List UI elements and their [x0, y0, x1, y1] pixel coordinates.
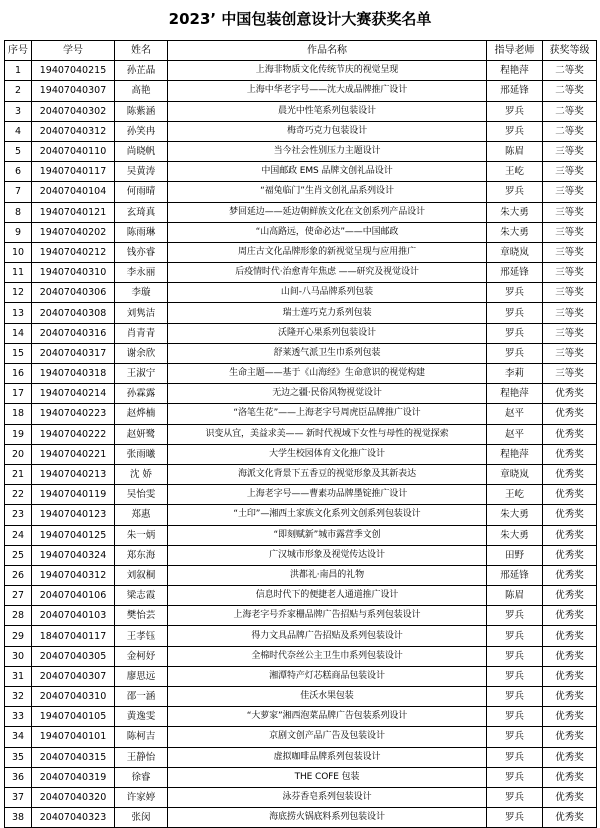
cell-name: 赵妍鹭 [115, 424, 168, 444]
table-row [5, 263, 597, 283]
cell-work-title: 京剧文创产品广告及包装设计 [168, 727, 487, 747]
cell-index: 27 [5, 586, 32, 606]
cell-student-id: 19407040215 [32, 61, 115, 81]
cell-work-title: 信息时代下的便捷老人通道推广设计 [168, 586, 487, 606]
table-row [5, 222, 597, 242]
cell-student-id: 19407040202 [32, 222, 115, 242]
cell-student-id: 20407040312 [32, 121, 115, 141]
cell-work-title: 舒莱透气派卫生巾系列包装 [168, 343, 487, 363]
cell-name: 张闵 [115, 808, 168, 828]
cell-advisor: 罗兵 [487, 787, 543, 807]
cell-name: 孙芷晶 [115, 61, 168, 81]
cell-advisor: 罗兵 [487, 101, 543, 121]
cell-work-title: 识变从宜，美益求美—— 新时代视域下女性与母性的视觉探索 [168, 424, 487, 444]
cell-name: 钱亦睿 [115, 242, 168, 262]
cell-work-title: 全棉时代奈丝公主卫生巾系列包装设计 [168, 646, 487, 666]
cell-award-level: 三等奖 [543, 303, 597, 323]
cell-work-title: “山高路远，使命必达”——中国邮政 [168, 222, 487, 242]
header-advisor: 指导老师 [487, 41, 543, 61]
cell-name: 刘隽洁 [115, 303, 168, 323]
cell-work-title: 广汉城市形象及视觉传达设计 [168, 545, 487, 565]
cell-index: 15 [5, 343, 32, 363]
cell-work-title: 上海中华老字号——沈大成品牌推广设计 [168, 81, 487, 101]
cell-work-title: 海底捞火锅底料系列包装设计 [168, 808, 487, 828]
cell-advisor: 朱大勇 [487, 202, 543, 222]
cell-advisor: 邢延锋 [487, 81, 543, 101]
cell-student-id: 20407040110 [32, 141, 115, 161]
table-row [5, 81, 597, 101]
cell-index: 23 [5, 505, 32, 525]
cell-award-level: 三等奖 [543, 263, 597, 283]
table-row [5, 424, 597, 444]
cell-award-level: 优秀奖 [543, 707, 597, 727]
cell-index: 14 [5, 323, 32, 343]
table-row [5, 202, 597, 222]
cell-name: 许家婷 [115, 787, 168, 807]
cell-name: 吴怡雯 [115, 485, 168, 505]
header-index: 序号 [5, 41, 32, 61]
cell-index: 22 [5, 485, 32, 505]
cell-name: 肖青青 [115, 323, 168, 343]
cell-advisor: 朱大勇 [487, 505, 543, 525]
cell-student-id: 19407040318 [32, 364, 115, 384]
cell-advisor: 罗兵 [487, 666, 543, 686]
cell-student-id: 20407040316 [32, 323, 115, 343]
cell-advisor: 陈眉 [487, 141, 543, 161]
cell-work-title: “洛笔生花”——上海老字号周虎臣品牌推广设计 [168, 404, 487, 424]
table-row [5, 283, 597, 303]
cell-advisor: 李莉 [487, 364, 543, 384]
header-work-title: 作品名称 [168, 41, 487, 61]
cell-student-id: 19407040214 [32, 384, 115, 404]
cell-index: 21 [5, 464, 32, 484]
cell-index: 28 [5, 606, 32, 626]
table-row [5, 586, 597, 606]
table-row [5, 606, 597, 626]
cell-advisor: 邢延锋 [487, 565, 543, 585]
cell-index: 33 [5, 707, 32, 727]
cell-work-title: “福兔临门”生肖文创礼品系列设计 [168, 182, 487, 202]
cell-student-id: 19407040121 [32, 202, 115, 222]
cell-student-id: 19407040125 [32, 525, 115, 545]
cell-award-level: 三等奖 [543, 343, 597, 363]
cell-work-title: 上海老字号——曹素功品牌墨锭推广设计 [168, 485, 487, 505]
cell-student-id: 19407040223 [32, 404, 115, 424]
table-row [5, 101, 597, 121]
cell-index: 38 [5, 808, 32, 828]
cell-work-title: 梦回延边——延边朝鲜族文化在文创系列产品设计 [168, 202, 487, 222]
table-body [5, 61, 597, 828]
table-row [5, 141, 597, 161]
table-row [5, 687, 597, 707]
cell-award-level: 优秀奖 [543, 464, 597, 484]
cell-award-level: 优秀奖 [543, 808, 597, 828]
cell-index: 3 [5, 101, 32, 121]
cell-index: 25 [5, 545, 32, 565]
cell-award-level: 三等奖 [543, 283, 597, 303]
cell-student-id: 19407040101 [32, 727, 115, 747]
table-row [5, 808, 597, 828]
cell-advisor: 章晓岚 [487, 242, 543, 262]
cell-award-level: 优秀奖 [543, 565, 597, 585]
cell-name: 朱一炳 [115, 525, 168, 545]
cell-name: 尚晓帆 [115, 141, 168, 161]
cell-student-id: 19407040212 [32, 242, 115, 262]
cell-index: 34 [5, 727, 32, 747]
cell-award-level: 优秀奖 [543, 384, 597, 404]
cell-work-title: 周庄古文化品牌形象的新视觉呈现与应用推广 [168, 242, 487, 262]
cell-work-title: “土印”—湘西土家族文化系列文创系列包装设计 [168, 505, 487, 525]
cell-name: 李璇 [115, 283, 168, 303]
cell-student-id: 19407040310 [32, 263, 115, 283]
cell-advisor: 朱大勇 [487, 222, 543, 242]
table-row [5, 323, 597, 343]
cell-work-title: 湘潭特产灯芯糕商品包装设计 [168, 666, 487, 686]
cell-award-level: 三等奖 [543, 364, 597, 384]
table-row [5, 121, 597, 141]
cell-index: 19 [5, 424, 32, 444]
cell-work-title: 上海非物质文化传统节庆的视觉呈现 [168, 61, 487, 81]
cell-name: 吴黄涛 [115, 162, 168, 182]
cell-name: 王淑宁 [115, 364, 168, 384]
cell-award-level: 优秀奖 [543, 687, 597, 707]
cell-advisor: 程艳萍 [487, 384, 543, 404]
cell-student-id: 20407040320 [32, 787, 115, 807]
cell-index: 9 [5, 222, 32, 242]
cell-work-title: 山间-八马品牌系列包装 [168, 283, 487, 303]
cell-work-title: 泳芬香皂系列包装设计 [168, 787, 487, 807]
table-row [5, 525, 597, 545]
table-row [5, 444, 597, 464]
cell-work-title: 海派文化背景下五香豆的视觉形象及其新表达 [168, 464, 487, 484]
cell-award-level: 三等奖 [543, 162, 597, 182]
cell-student-id: 19407040312 [32, 565, 115, 585]
table-row [5, 767, 597, 787]
cell-student-id: 19407040307 [32, 81, 115, 101]
cell-student-id: 20407040104 [32, 182, 115, 202]
cell-index: 6 [5, 162, 32, 182]
cell-work-title: “大萝家”湘西泡菜品牌广告包装系列设计 [168, 707, 487, 727]
cell-work-title: 梅奇巧克力包装设计 [168, 121, 487, 141]
cell-advisor: 罗兵 [487, 808, 543, 828]
award-table [4, 40, 597, 828]
cell-index: 18 [5, 404, 32, 424]
table-row [5, 707, 597, 727]
cell-award-level: 优秀奖 [543, 606, 597, 626]
cell-advisor: 罗兵 [487, 343, 543, 363]
cell-student-id: 20407040319 [32, 767, 115, 787]
cell-name: 赵烨楠 [115, 404, 168, 424]
cell-index: 37 [5, 787, 32, 807]
cell-award-level: 二等奖 [543, 121, 597, 141]
cell-student-id: 19407040105 [32, 707, 115, 727]
table-row [5, 162, 597, 182]
cell-advisor: 罗兵 [487, 606, 543, 626]
table-row [5, 242, 597, 262]
table-row [5, 182, 597, 202]
cell-name: 黄逸雯 [115, 707, 168, 727]
cell-work-title: 大学生校园体育文化推广设计 [168, 444, 487, 464]
cell-award-level: 优秀奖 [543, 666, 597, 686]
cell-advisor: 程艳萍 [487, 444, 543, 464]
cell-advisor: 罗兵 [487, 303, 543, 323]
cell-advisor: 王屹 [487, 162, 543, 182]
table-row [5, 464, 597, 484]
cell-index: 31 [5, 666, 32, 686]
cell-index: 4 [5, 121, 32, 141]
cell-index: 12 [5, 283, 32, 303]
table-row [5, 727, 597, 747]
table-header-row [5, 41, 597, 61]
cell-work-title: 洪都礼·南昌的礼物 [168, 565, 487, 585]
cell-index: 20 [5, 444, 32, 464]
table-row [5, 384, 597, 404]
cell-advisor: 罗兵 [487, 747, 543, 767]
cell-award-level: 优秀奖 [543, 747, 597, 767]
cell-work-title: 上海老字号乔家栅品牌广告招贴与系列包装设计 [168, 606, 487, 626]
cell-index: 16 [5, 364, 32, 384]
cell-index: 11 [5, 263, 32, 283]
cell-advisor: 罗兵 [487, 687, 543, 707]
cell-award-level: 二等奖 [543, 101, 597, 121]
cell-award-level: 优秀奖 [543, 586, 597, 606]
cell-award-level: 三等奖 [543, 242, 597, 262]
cell-award-level: 优秀奖 [543, 767, 597, 787]
cell-advisor: 田野 [487, 545, 543, 565]
page-title: 2023’ 中国包装创意设计大赛获奖名单 [168, 10, 432, 28]
cell-work-title: “即刻赋新”城市露营季文创 [168, 525, 487, 545]
cell-index: 7 [5, 182, 32, 202]
cell-student-id: 19407040324 [32, 545, 115, 565]
cell-award-level: 二等奖 [543, 81, 597, 101]
cell-index: 10 [5, 242, 32, 262]
cell-name: 李永丽 [115, 263, 168, 283]
cell-award-level: 三等奖 [543, 222, 597, 242]
cell-work-title: 生命主题——基于《山海经》生命意识的视觉构建 [168, 364, 487, 384]
cell-award-level: 优秀奖 [543, 727, 597, 747]
cell-index: 17 [5, 384, 32, 404]
cell-index: 35 [5, 747, 32, 767]
table-row [5, 303, 597, 323]
table-row [5, 747, 597, 767]
cell-name: 陈雨琳 [115, 222, 168, 242]
cell-index: 13 [5, 303, 32, 323]
cell-index: 32 [5, 687, 32, 707]
cell-index: 1 [5, 61, 32, 81]
cell-award-level: 三等奖 [543, 182, 597, 202]
cell-advisor: 罗兵 [487, 626, 543, 646]
table-row [5, 343, 597, 363]
cell-name: 陈紫涵 [115, 101, 168, 121]
cell-name: 谢余欣 [115, 343, 168, 363]
cell-name: 王孝钰 [115, 626, 168, 646]
cell-index: 5 [5, 141, 32, 161]
cell-advisor: 罗兵 [487, 323, 543, 343]
cell-award-level: 三等奖 [543, 141, 597, 161]
cell-student-id: 20407040308 [32, 303, 115, 323]
cell-student-id: 19407040117 [32, 162, 115, 182]
cell-work-title: 中国邮政 EMS 品牌文创礼品设计 [168, 162, 487, 182]
cell-advisor: 罗兵 [487, 646, 543, 666]
cell-name: 王静怡 [115, 747, 168, 767]
cell-work-title: 瑞士莲巧克力系列包装 [168, 303, 487, 323]
cell-student-id: 19407040119 [32, 485, 115, 505]
cell-name: 刘叙桐 [115, 565, 168, 585]
table-row [5, 626, 597, 646]
table-row [5, 364, 597, 384]
cell-student-id: 20407040306 [32, 283, 115, 303]
cell-award-level: 优秀奖 [543, 424, 597, 444]
cell-name: 郑惠 [115, 505, 168, 525]
table-row [5, 404, 597, 424]
cell-award-level: 优秀奖 [543, 646, 597, 666]
cell-advisor: 邢延锋 [487, 263, 543, 283]
cell-student-id: 19407040221 [32, 444, 115, 464]
cell-student-id: 20407040305 [32, 646, 115, 666]
cell-name: 陈柯吉 [115, 727, 168, 747]
cell-index: 36 [5, 767, 32, 787]
cell-advisor: 赵平 [487, 404, 543, 424]
cell-work-title: 当今社会性别压力主题设计 [168, 141, 487, 161]
cell-index: 24 [5, 525, 32, 545]
cell-award-level: 优秀奖 [543, 626, 597, 646]
cell-name: 郑东海 [115, 545, 168, 565]
table-row [5, 61, 597, 81]
cell-advisor: 罗兵 [487, 767, 543, 787]
cell-student-id: 19407040213 [32, 464, 115, 484]
cell-name: 孙霖露 [115, 384, 168, 404]
cell-index: 29 [5, 626, 32, 646]
cell-advisor: 罗兵 [487, 121, 543, 141]
cell-award-level: 优秀奖 [543, 525, 597, 545]
cell-work-title: 晨光中性笔系列包装设计 [168, 101, 487, 121]
cell-award-level: 二等奖 [543, 61, 597, 81]
cell-advisor: 罗兵 [487, 182, 543, 202]
cell-award-level: 优秀奖 [543, 404, 597, 424]
cell-work-title: 得力文具品牌广告招贴及系列包装设计 [168, 626, 487, 646]
cell-student-id: 20407040323 [32, 808, 115, 828]
cell-name: 何雨晴 [115, 182, 168, 202]
cell-award-level: 优秀奖 [543, 444, 597, 464]
cell-student-id: 20407040310 [32, 687, 115, 707]
cell-name: 孙笑冉 [115, 121, 168, 141]
cell-name: 张雨曦 [115, 444, 168, 464]
cell-advisor: 王屹 [487, 485, 543, 505]
table-row [5, 485, 597, 505]
cell-advisor: 赵平 [487, 424, 543, 444]
cell-student-id: 20407040307 [32, 666, 115, 686]
cell-name: 梁志霞 [115, 586, 168, 606]
cell-name: 徐睿 [115, 767, 168, 787]
cell-award-level: 三等奖 [543, 202, 597, 222]
cell-name: 樊怡芸 [115, 606, 168, 626]
cell-name: 廖思远 [115, 666, 168, 686]
cell-name: 金柯妤 [115, 646, 168, 666]
cell-student-id: 20407040317 [32, 343, 115, 363]
cell-student-id: 20407040302 [32, 101, 115, 121]
header-name: 姓名 [115, 41, 168, 61]
cell-work-title: 佳沃水果包装 [168, 687, 487, 707]
cell-advisor: 陈眉 [487, 586, 543, 606]
cell-award-level: 优秀奖 [543, 787, 597, 807]
cell-index: 8 [5, 202, 32, 222]
cell-work-title: THE COFE 包装 [168, 767, 487, 787]
cell-student-id: 19407040123 [32, 505, 115, 525]
cell-name: 沈 娇 [115, 464, 168, 484]
cell-award-level: 优秀奖 [543, 545, 597, 565]
cell-index: 30 [5, 646, 32, 666]
header-award-level: 获奖等级 [543, 41, 597, 61]
table-row [5, 505, 597, 525]
cell-advisor: 罗兵 [487, 283, 543, 303]
cell-work-title: 虚拟咖啡品牌系列包装设计 [168, 747, 487, 767]
cell-advisor: 程艳萍 [487, 61, 543, 81]
cell-student-id: 20407040103 [32, 606, 115, 626]
cell-name: 高艳 [115, 81, 168, 101]
cell-index: 26 [5, 565, 32, 585]
header-student-id: 学号 [32, 41, 115, 61]
table-row [5, 565, 597, 585]
table-row [5, 666, 597, 686]
cell-student-id: 19407040222 [32, 424, 115, 444]
table-row [5, 646, 597, 666]
cell-advisor: 罗兵 [487, 707, 543, 727]
cell-name: 邵一涵 [115, 687, 168, 707]
cell-student-id: 20407040315 [32, 747, 115, 767]
cell-award-level: 优秀奖 [543, 485, 597, 505]
cell-advisor: 朱大勇 [487, 525, 543, 545]
cell-work-title: 后疫情时代·治愈青年焦虑 ——研究及视觉设计 [168, 263, 487, 283]
cell-index: 2 [5, 81, 32, 101]
cell-student-id: 18407040117 [32, 626, 115, 646]
table-row [5, 545, 597, 565]
table-row [5, 787, 597, 807]
cell-advisor: 罗兵 [487, 727, 543, 747]
cell-name: 玄琦真 [115, 202, 168, 222]
cell-work-title: 沃隆开心果系列包装设计 [168, 323, 487, 343]
cell-award-level: 三等奖 [543, 323, 597, 343]
cell-work-title: 无边之疆·民俗风物视觉设计 [168, 384, 487, 404]
cell-award-level: 优秀奖 [543, 505, 597, 525]
cell-advisor: 章晓岚 [487, 464, 543, 484]
cell-student-id: 20407040106 [32, 586, 115, 606]
